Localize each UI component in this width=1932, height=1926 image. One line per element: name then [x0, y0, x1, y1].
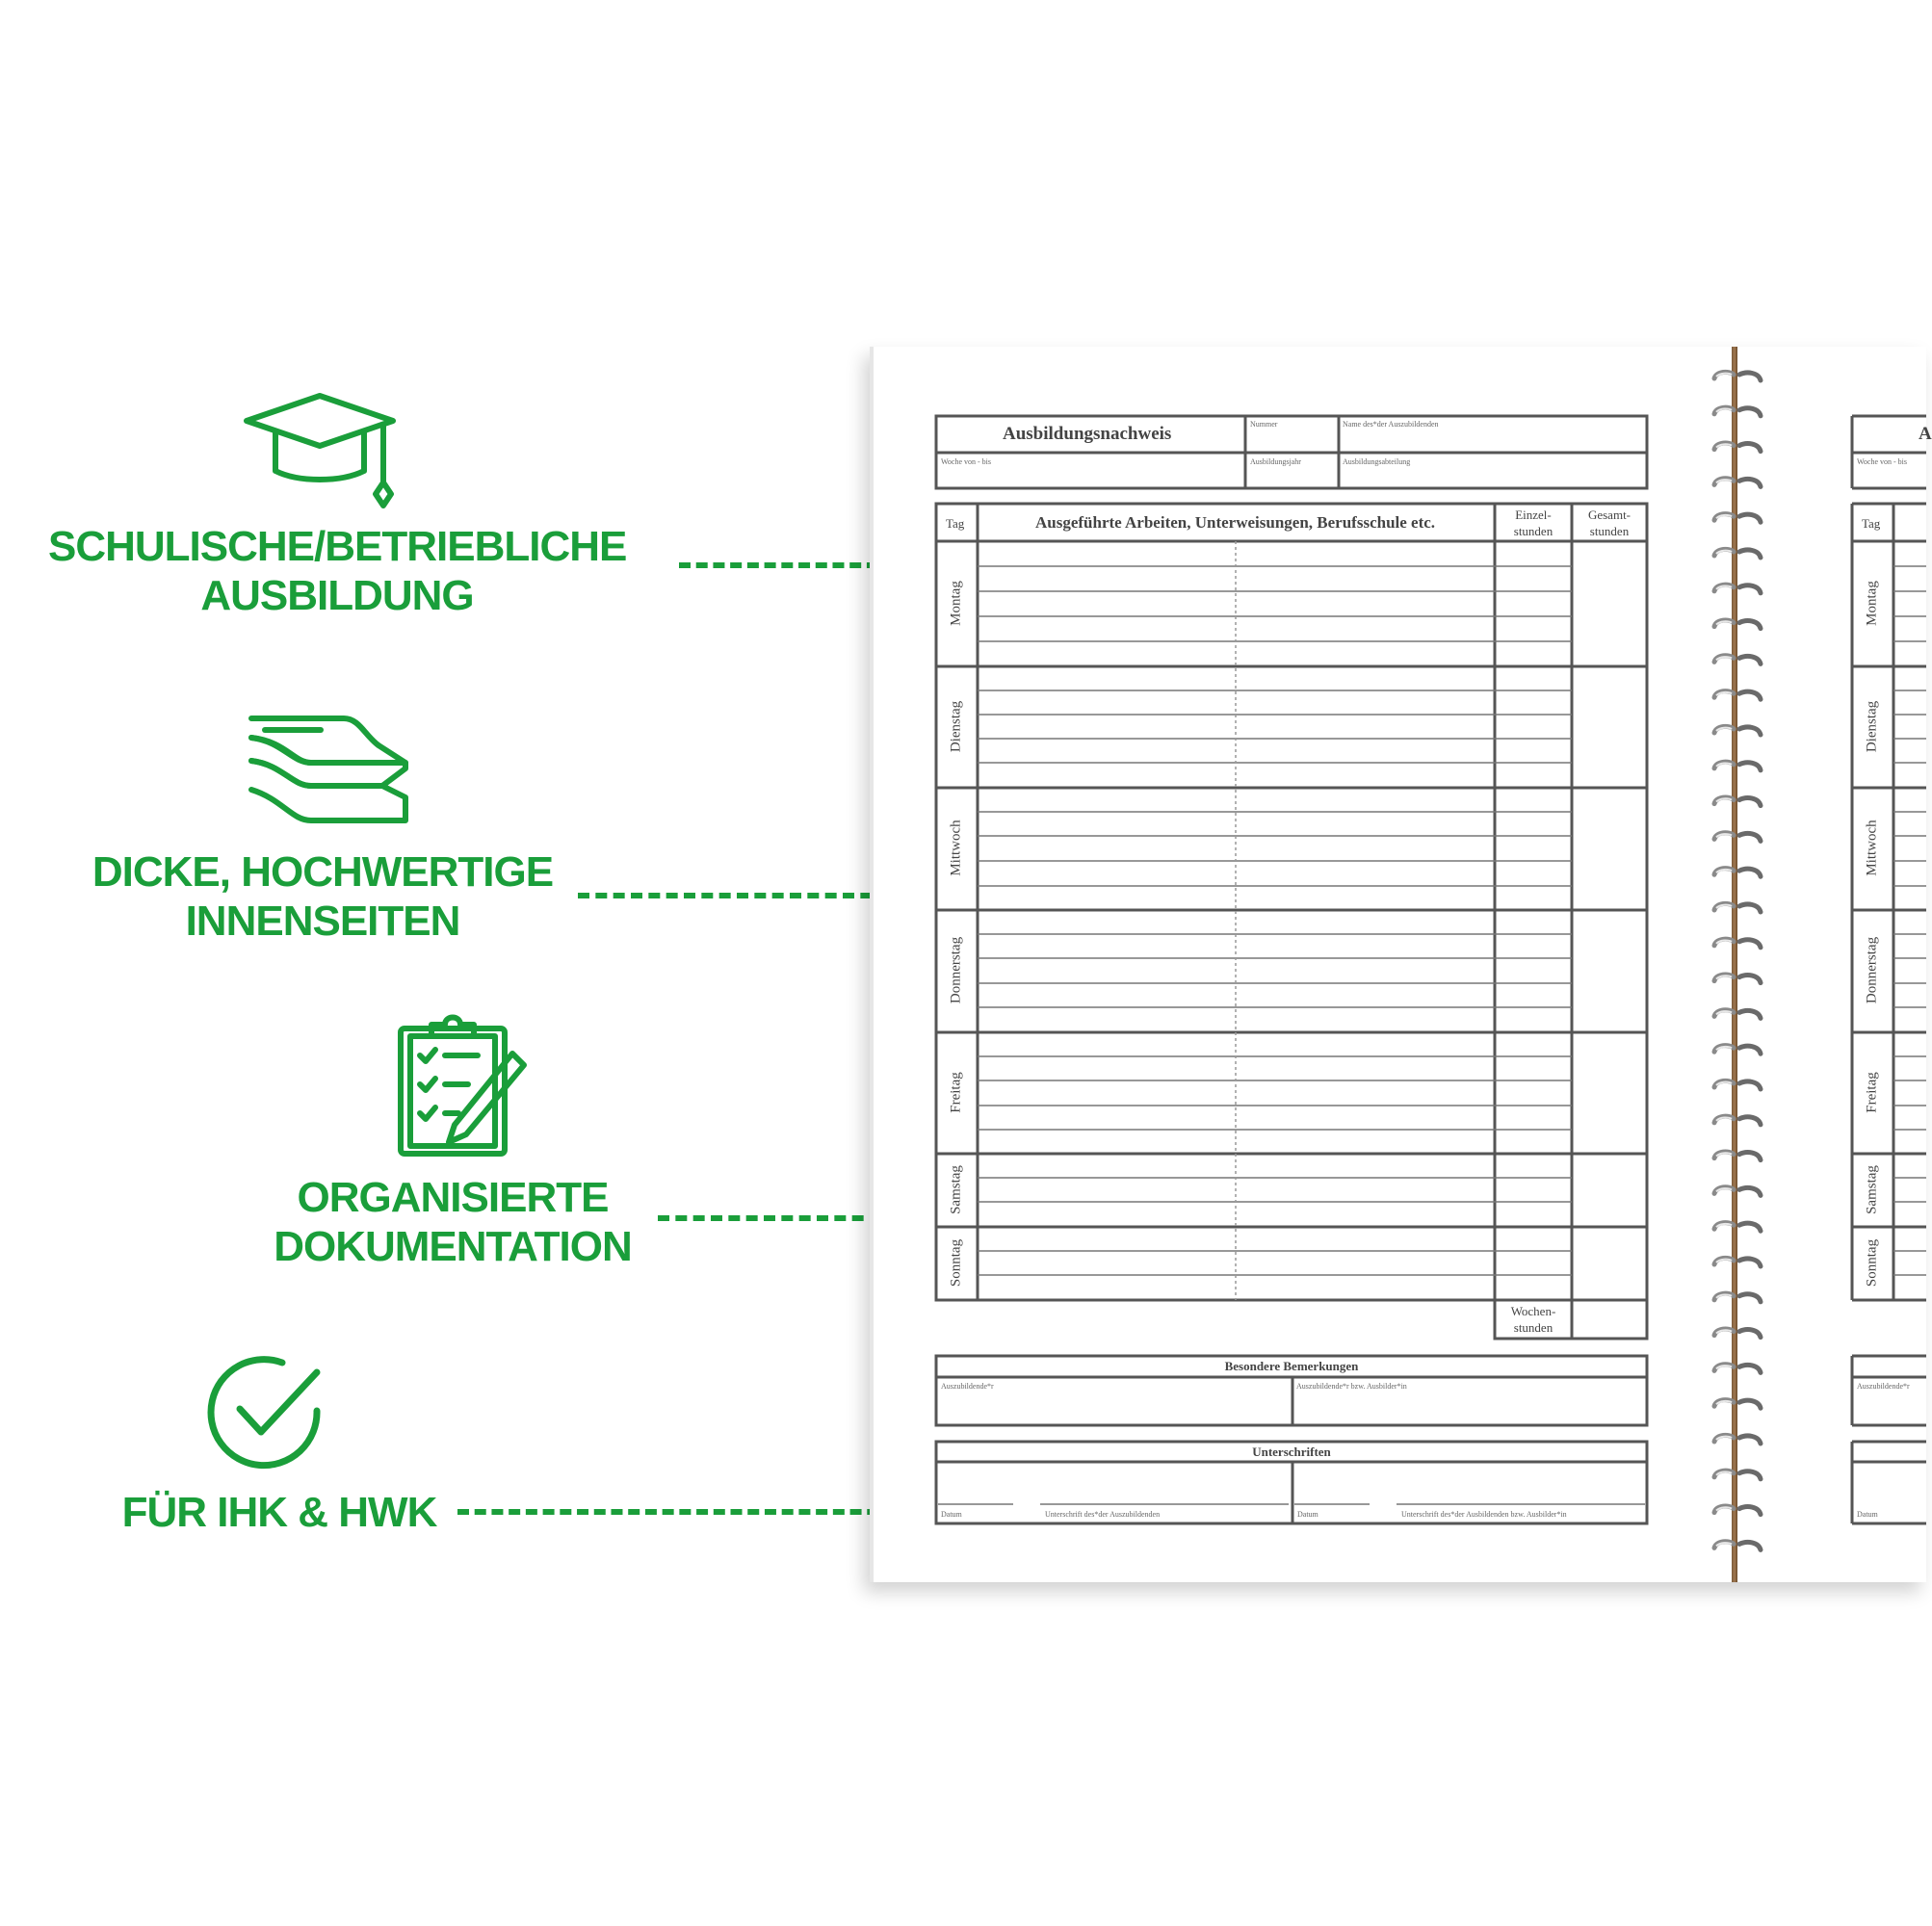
feature-title-line: FÜR IHK & HWK [121, 1489, 437, 1536]
feature-title-line: DICKE, HOCHWERTIGE [91, 848, 554, 896]
bemerkungen-header: Besondere Bemerkungen [1224, 1359, 1359, 1373]
spiral-ring [1714, 726, 1761, 735]
right-field-label-woche: Woche von - bis [1857, 457, 1908, 466]
spiral-ring [1714, 833, 1761, 842]
header-line: Einzel- [1515, 508, 1552, 522]
day-label-montag: Montag [948, 581, 964, 626]
field-label-name: Name des*der Auszubildenden [1343, 420, 1439, 429]
field-label-datum: Datum [941, 1510, 962, 1519]
spiral-ring [1714, 1046, 1761, 1054]
spiral-ring [1714, 372, 1761, 380]
spiral-ring [1714, 549, 1761, 558]
right-day-label-freitag: Freitag [1864, 1072, 1880, 1113]
spiral-ring [1714, 1152, 1761, 1160]
header-line: Gesamt- [1587, 508, 1632, 522]
column-header-tag: Tag [946, 516, 965, 531]
spiral-ring [1714, 585, 1761, 593]
spiral-ring [1714, 1010, 1761, 1019]
column-header-gesamt [1572, 507, 1647, 539]
spiral-ring [1714, 1506, 1761, 1515]
spiral-ring [1714, 1080, 1761, 1089]
spiral-ring [1714, 479, 1761, 487]
spiral-ring [1714, 443, 1761, 452]
feature-title-line: AUSBILDUNG [200, 572, 474, 619]
right-column-header-tag: Tag [1862, 516, 1881, 531]
right-page-title-fragment: A [1919, 424, 1932, 444]
wochenstunden-label [1495, 1303, 1572, 1336]
spiral-ring [1714, 1471, 1761, 1479]
form-title: Ausbildungsnachweis [1003, 424, 1172, 444]
spiral-ring [1714, 762, 1761, 770]
spiral-ring [1714, 514, 1761, 523]
spiral-ring [1714, 1329, 1761, 1338]
spiral-ring [1714, 1258, 1761, 1266]
field-label-abteilung: Ausbildungsabteilung [1343, 457, 1411, 466]
spiral-ring [1714, 1116, 1761, 1125]
feature-title-line: DOKUMENTATION [274, 1223, 632, 1270]
label-line: Wochen- [1510, 1304, 1556, 1318]
spiral-ring [1714, 1293, 1761, 1302]
field-label-ausbilder: Auszubildende*r bzw. Ausbilder*in [1296, 1382, 1407, 1391]
day-label-freitag: Freitag [948, 1072, 964, 1113]
spiral-ring [1714, 1400, 1761, 1409]
spiral-ring [1714, 939, 1761, 948]
spiral-ring [1714, 1223, 1761, 1232]
spiral-ring [1714, 975, 1761, 983]
field-label-sig-ausbilder: Unterschrift des*der Ausbildenden bzw. Ausbilder*in [1401, 1510, 1567, 1519]
spiral-ring [1714, 1435, 1761, 1444]
day-label-samstag: Samstag [948, 1165, 964, 1214]
spiral-ring [1714, 620, 1761, 629]
right-day-label-samstag: Samstag [1864, 1165, 1880, 1214]
spiral-ring [1714, 1187, 1761, 1196]
right-day-label-donnerstag: Donnerstag [1864, 936, 1880, 1004]
unterschriften-header: Unterschriften [1252, 1444, 1331, 1459]
day-label-donnerstag: Donnerstag [948, 936, 964, 1004]
spiral-ring [1714, 1365, 1761, 1373]
column-header-main: Ausgeführte Arbeiten, Unterweisungen, Berufsschule etc. [1035, 513, 1436, 532]
feature-title-line: SCHULISCHE/BETRIEBLICHE [48, 523, 627, 570]
day-label-mittwoch: Mittwoch [948, 820, 964, 876]
field-label-sig-azubi: Unterschrift des*der Auszubildenden [1045, 1510, 1161, 1519]
field-label-woche: Woche von - bis [941, 457, 992, 466]
day-label-sonntag: Sonntag [948, 1238, 964, 1288]
right-field-label-datum: Datum [1857, 1510, 1878, 1519]
header-line: stunden [1589, 524, 1630, 538]
feature-title-line: INNENSEITEN [185, 898, 460, 945]
right-field-label-azubi: Auszubildende*r [1857, 1382, 1910, 1391]
label-line: stunden [1513, 1320, 1553, 1335]
day-label-dienstag: Dienstag [948, 700, 964, 753]
field-label-datum: Datum [1297, 1510, 1318, 1519]
field-label-azubi: Auszubildende*r [941, 1382, 994, 1391]
field-label-nummer: Nummer [1250, 420, 1278, 429]
column-header-einzel [1495, 507, 1572, 539]
right-day-label-mittwoch: Mittwoch [1864, 820, 1880, 876]
right-day-label-sonntag: Sonntag [1864, 1238, 1880, 1288]
header-line: stunden [1513, 524, 1553, 538]
spiral-ring [1714, 656, 1761, 664]
spiral-binding [1705, 361, 1772, 1575]
spiral-ring [1714, 691, 1761, 700]
spiral-ring [1714, 1542, 1761, 1550]
spiral-ring [1714, 869, 1761, 877]
spiral-ring [1714, 903, 1761, 912]
spiral-ring [1714, 407, 1761, 416]
right-day-label-montag: Montag [1864, 581, 1880, 626]
right-day-label-dienstag: Dienstag [1864, 700, 1880, 753]
field-label-jahr: Ausbildungsjahr [1250, 457, 1301, 466]
spiral-ring [1714, 797, 1761, 806]
feature-title-line: ORGANISIERTE [297, 1174, 609, 1221]
